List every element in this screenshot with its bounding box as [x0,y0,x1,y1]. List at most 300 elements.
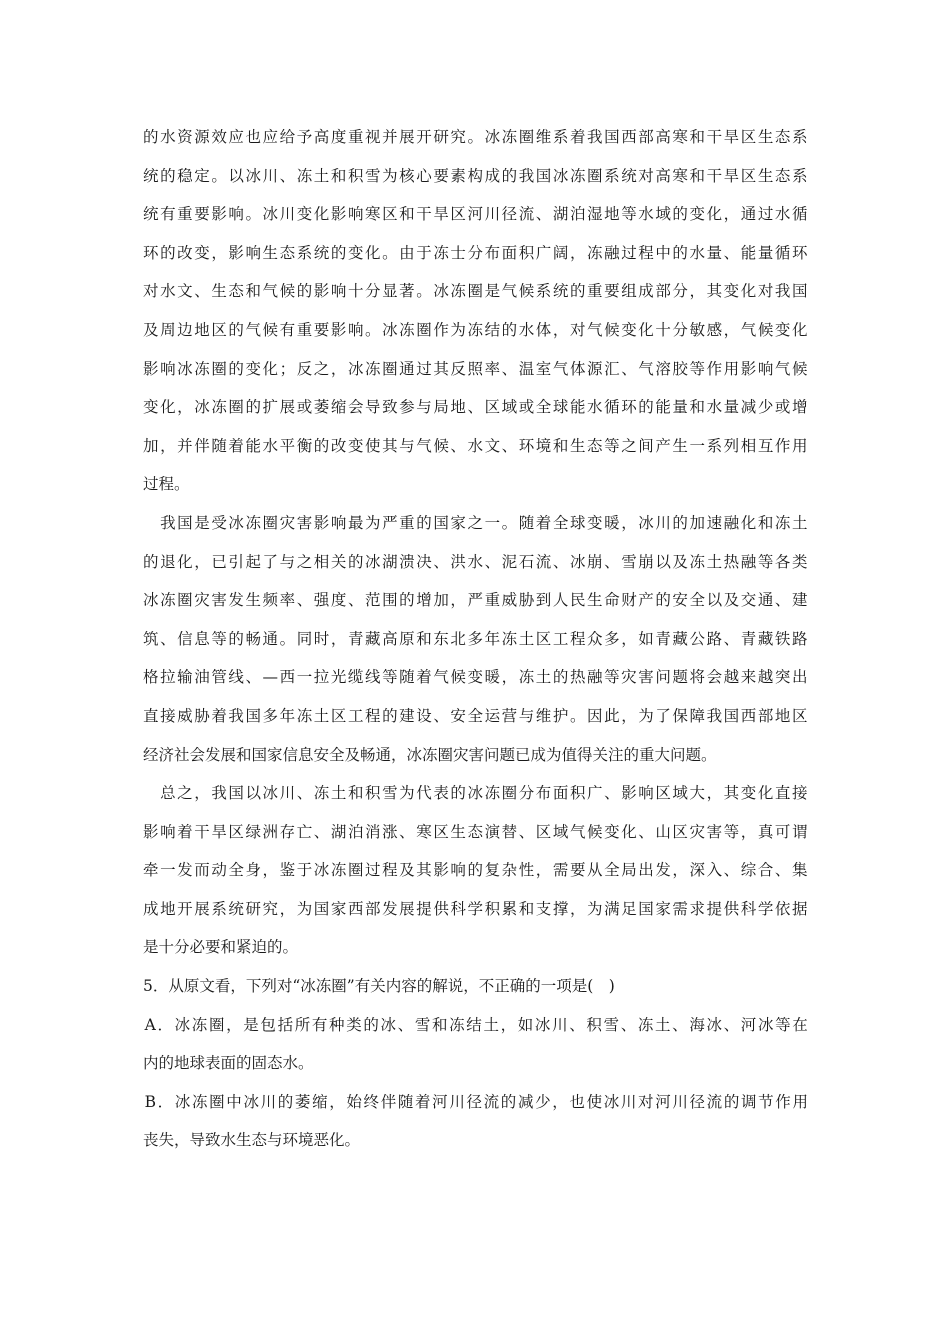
char: 冻 [211,398,227,417]
char: 国 [313,899,330,918]
char: 雪 [382,784,398,803]
char: 域 [672,784,688,803]
char: 求 [689,899,706,918]
char: 变 [245,359,261,378]
char: 需 [552,861,569,880]
char: 需 [672,899,688,918]
char: 速 [706,513,723,532]
char: 及 [672,552,688,571]
char: 寒 [416,822,432,841]
text-line [143,272,808,311]
char: 安 [450,706,466,725]
char: 的 [143,552,159,571]
char: 累 [501,899,518,918]
char: 旱 [723,128,740,146]
char: 冻 [467,320,483,339]
char: 冰 [262,205,279,224]
char: 变 [604,822,620,841]
char: ； [279,359,296,378]
char: 于 [296,861,313,880]
char: 护 [552,706,569,725]
char: 河 [467,205,483,224]
char: 直 [774,784,791,803]
char: 在 [792,1015,808,1034]
char: 统 [552,282,569,301]
char: 科 [740,899,757,918]
char: 营 [501,706,518,725]
char: 冰 [757,1015,774,1034]
char: 、 [433,706,449,725]
char: 球 [569,513,586,532]
char: 的 [399,591,415,610]
char: 地 [450,398,466,417]
char: 是 [243,1015,259,1034]
char: 及 [143,320,159,339]
char: 积 [518,243,535,262]
char: ， [621,629,637,648]
char: 维 [535,128,552,146]
char: 融 [604,243,620,262]
char: 区 [433,822,449,841]
char: 、 [723,1015,740,1034]
char: 暖 [484,668,501,687]
char: 增 [791,398,808,417]
char: 是 [194,513,210,532]
char: 以 [706,591,723,610]
char: 的 [723,1092,740,1111]
char: 相 [740,436,757,455]
char: 川 [552,1015,568,1034]
char: 以 [655,552,671,571]
char: 会 [706,668,723,687]
char: 和 [330,166,347,185]
char: 冻 [433,243,449,262]
char: 冰 [484,128,501,146]
char: 提 [706,899,723,918]
char: 格 [143,668,159,687]
char: 、 [569,1015,585,1034]
char: 间 [638,436,654,455]
char: 冻 [450,282,466,301]
paragraph-water-ecology [143,118,808,504]
char: 鉴 [279,861,296,880]
char: 区 [450,205,466,224]
char: 究 [262,899,279,918]
char: 的 [228,320,244,339]
char: 全 [604,861,620,880]
char: 、 [245,668,261,687]
text-line [143,658,808,697]
char: 西 [279,668,296,687]
char: 此 [604,706,620,725]
char: 大 [689,784,706,803]
char: 冰 [174,1092,191,1111]
char: 地 [604,205,620,224]
char: 着 [177,822,193,841]
char: 所 [294,1015,311,1034]
char: 海 [689,1015,705,1034]
char: 变 [689,205,706,224]
char: 响 [638,784,654,803]
text-line [143,890,808,929]
char: 会 [347,398,364,417]
char: 系 [604,166,620,185]
char: 伴 [380,1092,397,1111]
char: 重 [296,320,313,339]
char: 研 [433,128,449,146]
char: 要 [433,166,449,185]
char: 为 [638,706,654,725]
char: 川 [655,513,671,532]
char: 胁 [194,706,210,725]
char: 缩 [312,1092,328,1111]
char: 终 [363,1092,380,1111]
char: 响 [450,861,466,880]
char: 湖 [330,822,347,841]
char: 水 [262,436,279,455]
char: 发 [382,899,398,918]
char: 域 [552,822,569,841]
char: 生 [569,436,586,455]
char: 害 [296,513,313,532]
char: 其 [382,436,398,455]
char: 等 [604,436,620,455]
char: 命 [604,591,620,610]
char: 由 [399,243,415,262]
char: 地 [194,320,210,339]
text-line [143,350,808,389]
char: 我 [228,706,244,725]
char: 身 [245,861,261,880]
char: 拉 [313,668,330,687]
char: 圈 [518,128,535,146]
char: 或 [774,398,791,417]
char: 文 [177,282,193,301]
char: 作 [706,359,723,378]
char: 冻 [449,1015,465,1034]
char: ， [177,398,193,417]
char: 一 [296,668,313,687]
char: 到 [535,591,552,610]
char: 冰 [552,166,569,185]
char: 通 [740,205,757,224]
char: 干 [194,822,210,841]
char: 总 [160,784,176,803]
char: 过 [416,359,432,378]
char: 对 [143,282,159,301]
char: — [262,668,279,687]
char: 生 [211,282,227,301]
char: 、 [723,243,740,262]
char: ， [621,706,637,725]
char: 家 [655,899,671,918]
text-line [143,1006,808,1045]
char: 过 [365,861,381,880]
char: 能 [569,398,586,417]
char: 冻 [245,513,261,532]
char: 冰 [174,1015,191,1034]
char: 气 [262,282,279,301]
char: 冰 [467,784,483,803]
char: ， [552,1092,568,1111]
char: 同 [296,629,313,648]
char: 年 [484,629,501,648]
char: 土 [483,1015,499,1034]
char: 生 [757,166,774,185]
char: 体 [569,359,586,378]
char: 系 [791,166,808,185]
char: 、 [723,629,740,648]
char: 撑 [552,899,569,918]
char: 生 [672,436,688,455]
char: 衡 [296,436,313,455]
char: 、 [501,436,518,455]
char: 。 [279,629,296,648]
char: 的 [569,282,586,301]
char [143,504,159,543]
char: 国 [535,166,552,185]
char: 国 [177,513,193,532]
char: 化 [791,320,808,339]
char: 分 [672,320,688,339]
char: 全 [535,398,552,417]
char: 威 [501,591,518,610]
char: 着 [569,128,586,146]
char: 区 [228,822,244,841]
char: 影 [330,320,347,339]
char: 和 [347,784,364,803]
char: 的 [655,591,671,610]
char: 土 [706,552,723,571]
char: 深 [689,861,706,880]
char: 国 [604,128,620,146]
char: 有 [160,205,176,224]
char: 全 [552,513,569,532]
char: 化 [757,784,774,803]
char: 突 [774,668,791,687]
char: 将 [689,668,705,687]
char: 资 [177,128,193,146]
char: ， [262,861,279,880]
char: 全 [467,706,483,725]
char: 多 [262,706,279,725]
char: 出 [791,668,808,687]
char: 旱 [433,205,449,224]
char: 影 [228,243,244,262]
char: 、 [399,822,415,841]
char: 寒 [672,166,688,185]
char: 径 [466,1092,482,1111]
char: 化 [740,282,757,301]
char: 消 [365,822,381,841]
char: 冰 [228,513,244,532]
char: 影 [143,359,159,378]
char: 以 [228,166,244,185]
char: ， [569,899,586,918]
text-line: 过程。 [143,475,190,494]
char: 围 [382,591,398,610]
char: 循 [604,398,620,417]
char: 等 [211,629,227,648]
char: 高 [655,128,671,146]
char: 灾 [194,591,210,610]
char: 用 [792,1092,808,1111]
char: 和 [518,899,535,918]
char: 响 [245,243,261,262]
char: 、 [397,1015,414,1034]
char: 冰 [177,359,193,378]
text-line [143,388,808,427]
char: 影 [143,822,159,841]
char: 家 [450,513,466,532]
char: 系 [706,436,723,455]
char: 定 [194,166,210,185]
char: 区 [791,706,808,725]
char: 和 [689,398,706,417]
char: 我 [518,166,535,185]
char: 我 [160,513,176,532]
char: 也 [569,1092,585,1111]
char: 川 [484,205,501,224]
char: A [144,1015,156,1034]
char: 水 [518,320,535,339]
char: 展 [399,128,415,146]
char: 冰 [706,1015,722,1034]
char: 环 [143,243,159,262]
char: 候 [791,359,808,378]
char: 布 [484,243,501,262]
char: 应 [228,128,244,146]
char: 作 [775,1092,791,1111]
char: 态 [279,243,296,262]
char: ， [501,668,518,687]
char: 区 [484,398,501,417]
char: 重 [587,282,603,301]
text-line: 丧失，导致水生态与环境恶化。 [143,1131,361,1150]
char: 西 [621,128,637,146]
char: 体 [535,320,552,339]
char: 边 [177,320,193,339]
char: 因 [587,706,603,725]
char: 、 [467,398,483,417]
char: 的 [501,320,518,339]
text-line [143,234,808,273]
char: 暖 [604,513,620,532]
char: 程 [569,629,586,648]
char: 起 [245,552,261,571]
char: 随 [211,436,227,455]
char: 圈 [209,1092,225,1111]
char: 、 [604,784,620,803]
char: 我 [211,784,227,803]
char: 相 [313,552,330,571]
char: 视 [365,128,381,146]
char: 候 [433,436,449,455]
char: 的 [467,861,483,880]
char: 率 [484,359,501,378]
char: 影 [313,513,330,532]
char: 着 [211,706,227,725]
char: 出 [638,861,654,880]
char: 各 [774,552,791,571]
char: 为 [365,513,381,532]
char: 伴 [194,436,210,455]
char: 球 [552,398,569,417]
text-line [143,157,808,196]
char: 径 [501,205,518,224]
char: 表 [433,784,449,803]
char: 区 [211,320,227,339]
char: 统 [143,166,159,185]
char: 一 [484,513,501,532]
char: 气 [774,359,791,378]
char: 家 [330,899,347,918]
char: 、 [313,822,330,841]
char: 互 [757,436,774,455]
char: 谓 [791,822,808,841]
char: 通 [757,591,774,610]
char: 。 [467,128,483,146]
char: 和 [552,436,569,455]
char: 路 [706,629,723,648]
char: 组 [621,282,637,301]
char: 融 [587,668,603,687]
char: 候 [279,282,296,301]
char: 重 [177,205,193,224]
char: 西 [347,899,364,918]
char: 环 [621,398,637,417]
char: 候 [587,822,603,841]
char: 关 [330,552,347,571]
char: 中 [226,1092,242,1111]
char: 和 [689,128,706,146]
char: 地 [774,706,791,725]
char: ， [535,861,552,880]
char: 着 [535,513,552,532]
char: 流 [706,1092,723,1111]
char: ． [157,1015,173,1034]
char [143,774,159,813]
char: 以 [245,784,261,803]
char: 与 [416,398,432,417]
char: 源 [587,359,603,378]
char: 也 [245,128,261,146]
char: 系 [552,128,569,146]
char: 雪 [603,1015,620,1034]
char: 影 [330,205,347,224]
char: 受 [211,513,227,532]
char: 积 [347,166,364,185]
char: 圈 [382,359,398,378]
char: 畅 [245,629,261,648]
char: 地 [160,899,176,918]
char: 、 [621,359,637,378]
text-line [143,774,808,813]
paragraph-conclusion [143,774,808,967]
char: 用 [791,436,808,455]
char: 旱 [211,822,227,841]
char: 汇 [604,359,620,378]
char: 最 [347,513,364,532]
char: 及 [723,591,740,610]
char: 态 [587,436,603,455]
char: 分 [518,784,535,803]
char: 强 [313,591,330,610]
char: 括 [277,1015,294,1034]
char: ， [329,1092,345,1111]
char: 系 [791,128,808,146]
char: 冻 [689,552,706,571]
